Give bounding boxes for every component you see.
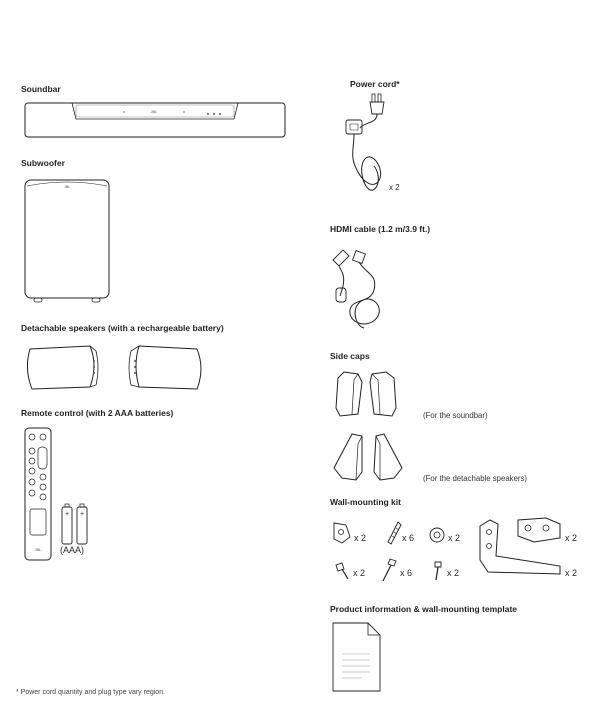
right-speaker-illustration	[127, 343, 205, 391]
power-cord-heading: Power cord*	[350, 79, 400, 89]
for-speakers-note: (For the detachable speakers)	[423, 474, 528, 483]
remote-heading: Remote control (with 2 AAA batteries)	[21, 408, 174, 418]
power-cord-illustration	[344, 92, 396, 196]
side-caps-heading: Side caps	[330, 351, 370, 361]
product-info-heading: Product information & wall-mounting template	[330, 604, 517, 614]
soundbar-illustration	[24, 99, 286, 141]
power-cord-qty: x 2	[389, 183, 400, 192]
for-soundbar-note: (For the soundbar)	[423, 411, 488, 420]
kit-qty-7: x 2	[447, 568, 460, 578]
speaker-side-caps-illustration	[332, 432, 404, 482]
subwoofer-heading: Subwoofer	[21, 158, 65, 168]
kit-qty-4: x 2	[565, 533, 578, 543]
svg-text:JBL: JBL	[63, 185, 71, 189]
left-speaker-illustration	[24, 343, 100, 391]
long-screw-icon	[380, 557, 398, 583]
svg-text:JBL: JBL	[34, 547, 42, 552]
aaa-label: (AAA)	[60, 545, 85, 555]
washer-icon	[429, 527, 445, 543]
svg-text:JBL: JBL	[150, 109, 158, 114]
soundbar-heading: Soundbar	[21, 84, 61, 94]
speakers-heading: Detachable speakers (with a rechargeable battery)	[21, 323, 224, 333]
hdmi-cable-illustration	[330, 246, 388, 332]
kit-qty-5: x 2	[353, 568, 366, 578]
remote-illustration	[24, 427, 52, 561]
kit-qty-1: x 2	[354, 533, 367, 543]
subwoofer-illustration	[24, 176, 110, 306]
svg-text:+: +	[64, 511, 70, 518]
wall-anchor-icon	[386, 520, 402, 546]
bracket-screw-icon	[429, 560, 445, 582]
kit-qty-6: x 6	[400, 568, 413, 578]
kit-qty-3: x 2	[448, 533, 461, 543]
hdmi-heading: HDMI cable (1.2 m/3.9 ft.)	[330, 224, 431, 234]
svg-text:+: +	[79, 511, 85, 518]
wall-kit-heading: Wall-mounting kit	[330, 497, 401, 507]
document-illustration	[332, 622, 382, 692]
wall-brackets-illustration	[476, 516, 564, 578]
kit-qty-2: x 6	[402, 533, 415, 543]
soundbar-side-caps-illustration	[332, 370, 402, 420]
short-screw-icon	[334, 561, 350, 581]
aaa-batteries-illustration	[60, 503, 90, 545]
footnote: * Power cord quantity and plug type vary region.	[16, 689, 166, 696]
wall-bracket-clip-icon	[332, 521, 352, 545]
kit-qty-8: x 2	[565, 568, 578, 578]
